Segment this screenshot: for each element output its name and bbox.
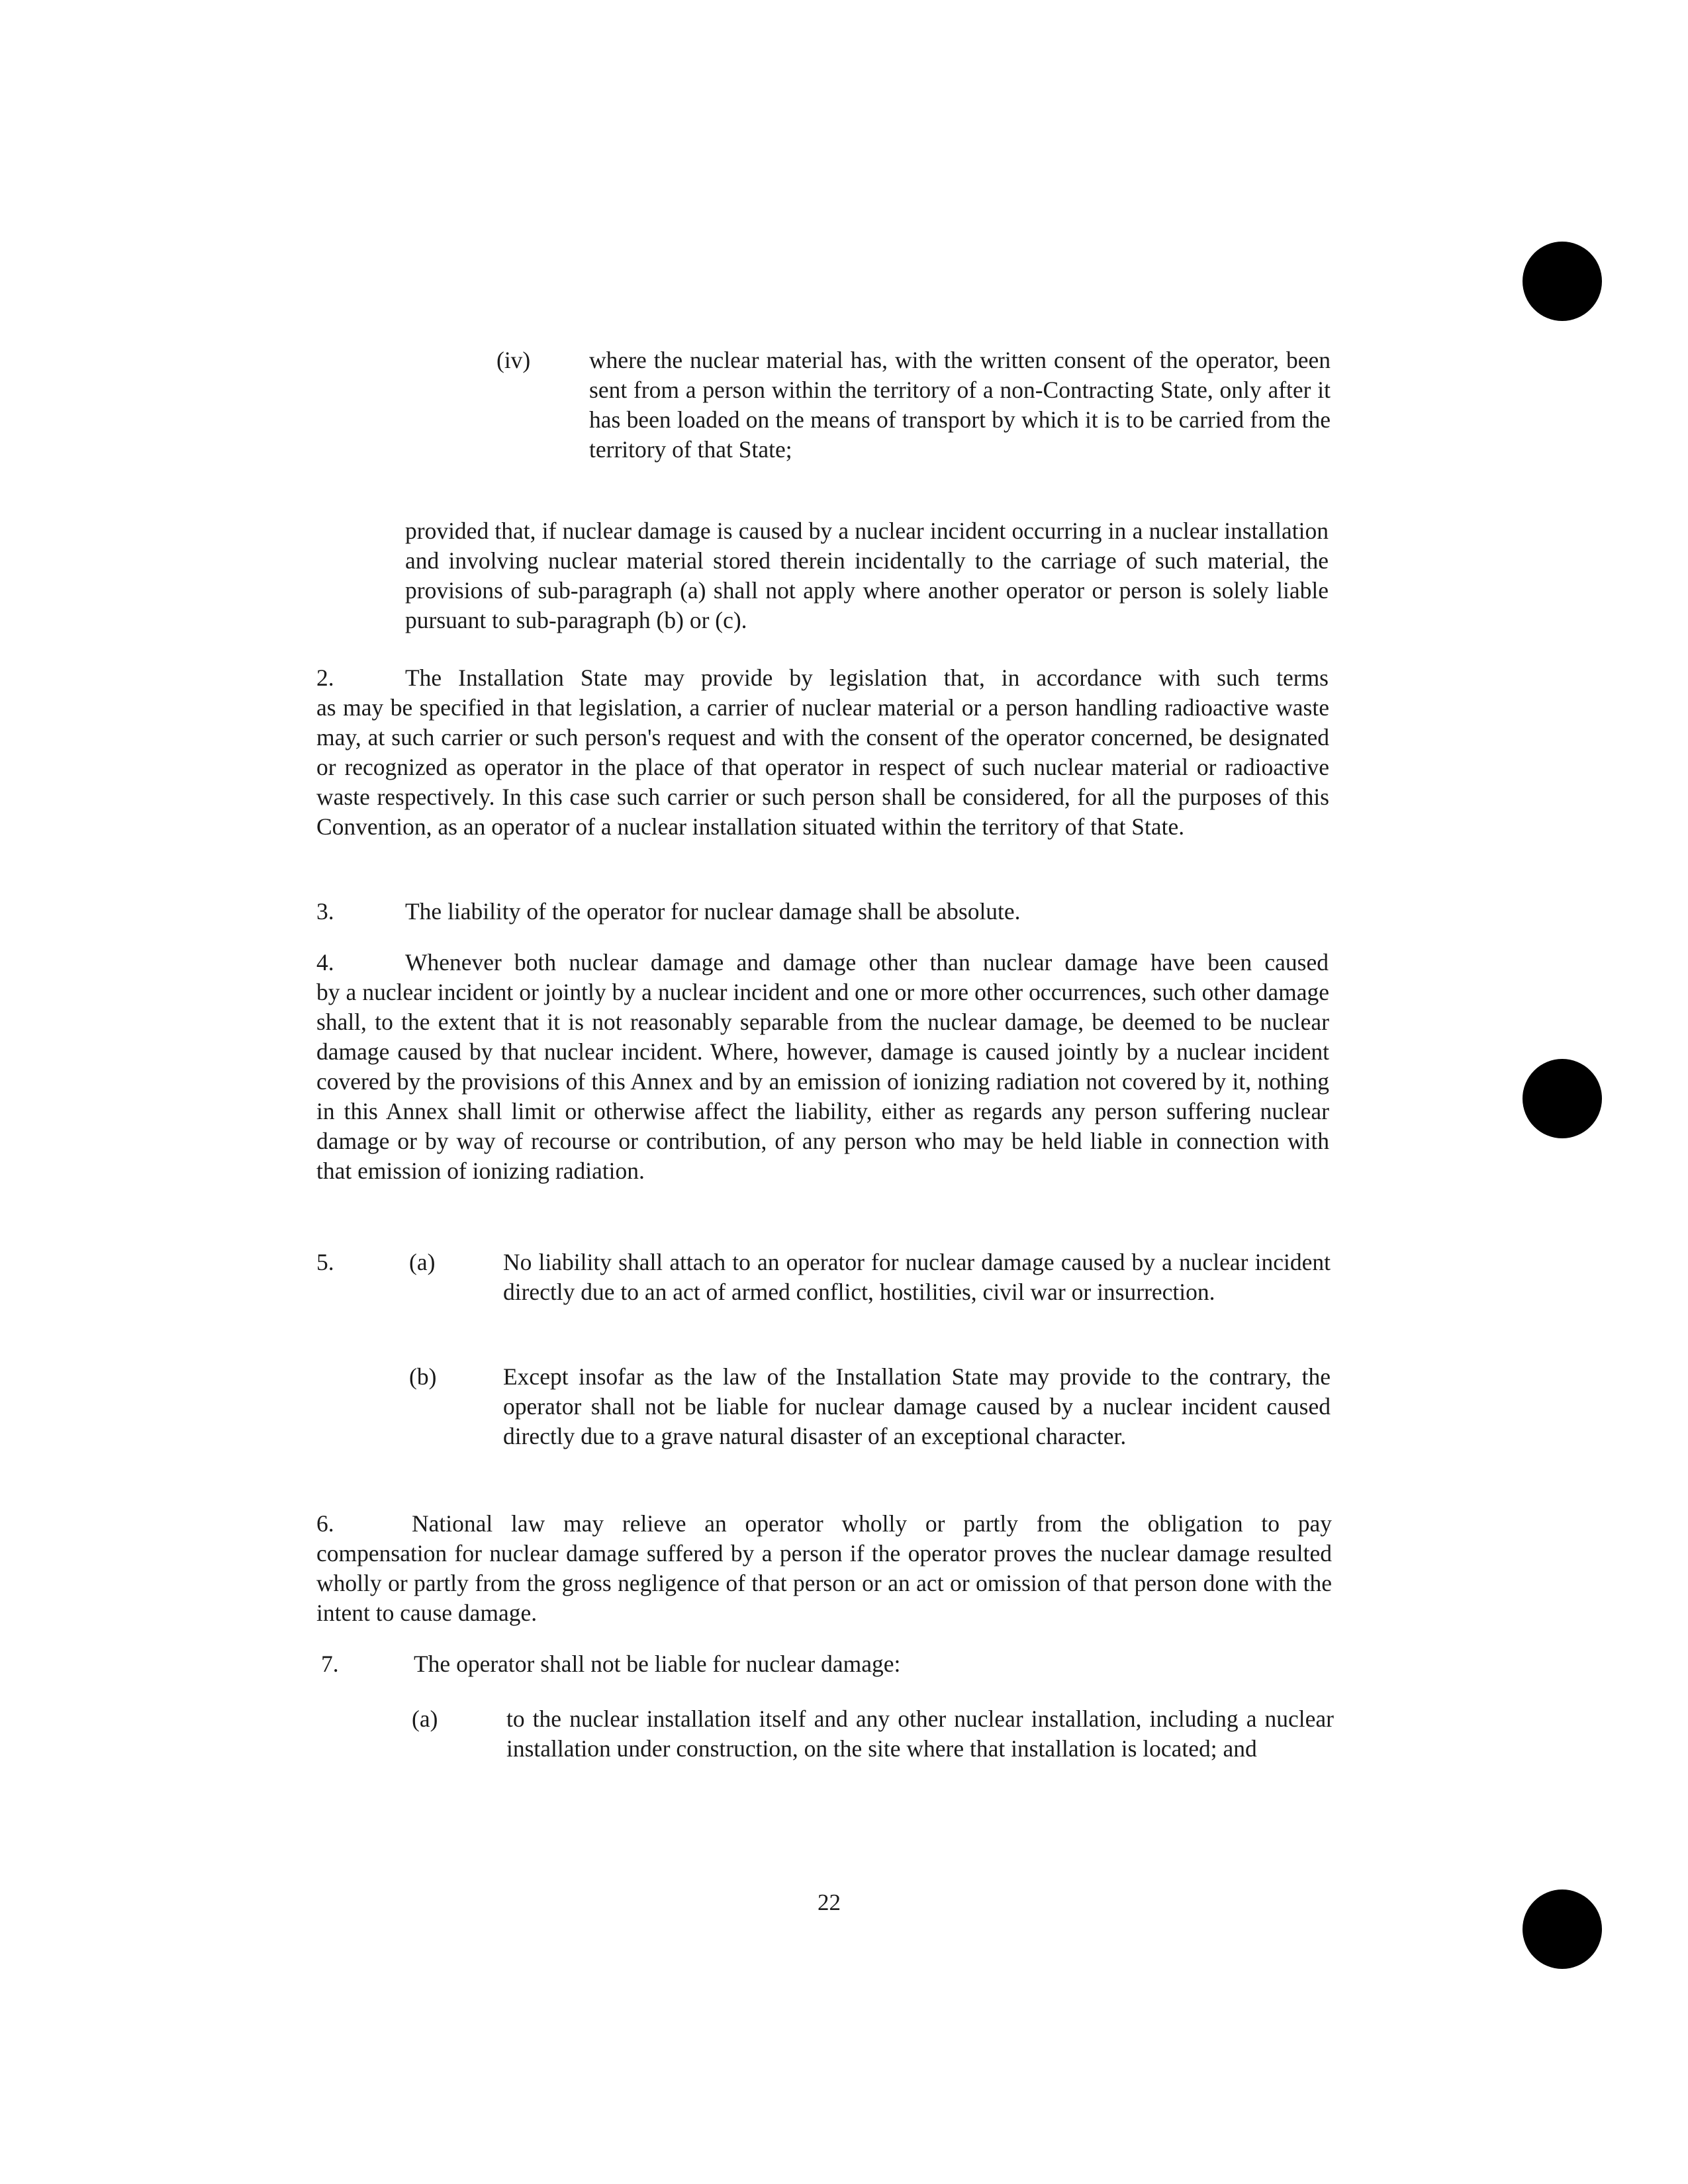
para-5a-label: (a)	[409, 1249, 436, 1275]
para-4-first-line: Whenever both nuclear damage and damage other than nuclear damage have been caused	[405, 949, 1329, 976]
para-3-text: The liability of the operator for nuclear damage shall be absolute.	[405, 898, 1021, 925]
para-7-number: 7.	[321, 1651, 339, 1677]
para-5b-label: (b)	[409, 1363, 437, 1390]
item-iv-text: where the nuclear material has, with the written consent of the operator, been sent from a person within the territory of a non-Contracting State, only after it has been loaded on the means of transport by which it is to be carried from the territory of that State;	[589, 347, 1331, 463]
para-7-text: The operator shall not be liable for nuclear damage:	[414, 1651, 901, 1677]
para-5b-text: Except insofar as the law of the Installation State may provide to the contrary, the operator shall not be liable for nuclear damage caused by a nuclear incident caused directly due to a grave natural disaster of an exceptional character.	[503, 1363, 1331, 1449]
punch-hole-middle	[1523, 1059, 1602, 1138]
item-iv-label: (iv)	[496, 347, 531, 373]
para-6-body: compensation for nuclear damage suffered by a person if the operator proves the nuclear damage resulted wholly or partly from the gross negligence of that person or an act or omission of that person done with the intent to cause damage.	[316, 1540, 1332, 1626]
para-6-first-line: National law may relieve an operator wholly or partly from the obligation to pay	[412, 1510, 1332, 1537]
para-7a-label: (a)	[412, 1706, 438, 1732]
para-5a-text: No liability shall attach to an operator for nuclear damage caused by a nuclear incident directly due to an act of armed conflict, hostilities, civil war or insurrection.	[503, 1249, 1331, 1305]
page-number: 22	[818, 1889, 841, 1915]
para-6-number: 6.	[316, 1510, 334, 1537]
para-2-number: 2.	[316, 664, 334, 691]
para-3-number: 3.	[316, 898, 334, 925]
para-5-number: 5.	[316, 1249, 334, 1275]
para-4-number: 4.	[316, 949, 334, 976]
punch-hole-bottom	[1523, 1889, 1602, 1969]
para-4-body: by a nuclear incident or jointly by a nuclear incident and one or more other occurrences, such other damage shall, to the extent that it is not reasonably separable from the nuclear damage, be deemed to be nuclear damage caused by that nuclear incident. Where, however, damage is caused jointly by a nuclear incident covered by the provisions of this Annex and by an emission of ionizing radiation not covered by it, nothing in this Annex shall limit or otherwise affect the liability, either as regards any person suffering nuclear damage or by way of recourse or contribution, of any person who may be held liable in connection with that emission of ionizing radiation.	[316, 979, 1329, 1184]
para-2-body: as may be specified in that legislation, a carrier of nuclear material or a person handling radioactive waste may, at such carrier or such person's request and with the consent of the operator concerned, be designated or recognized as operator in the place of that operator in respect of such nuclear material or radioactive waste respectively. In this case such carrier or such person shall be considered, for all the purposes of this Convention, as an operator of a nuclear installation situated within the territory of that State.	[316, 694, 1329, 840]
punch-hole-top	[1523, 242, 1602, 321]
para-7a-text: to the nuclear installation itself and any other nuclear installation, including a nuclear installation under construction, on the site where that installation is located; and	[506, 1706, 1334, 1762]
para-2-first-line: The Installation State may provide by legislation that, in accordance with such terms	[405, 664, 1329, 691]
proviso-paragraph: provided that, if nuclear damage is caused by a nuclear incident occurring in a nuclear installation and involving nuclear material stored therein incidentally to the carriage of such material, the provisions of sub-paragraph (a) shall not apply where another operator or person is solely liable pursuant to sub-paragraph (b) or (c).	[405, 518, 1329, 633]
